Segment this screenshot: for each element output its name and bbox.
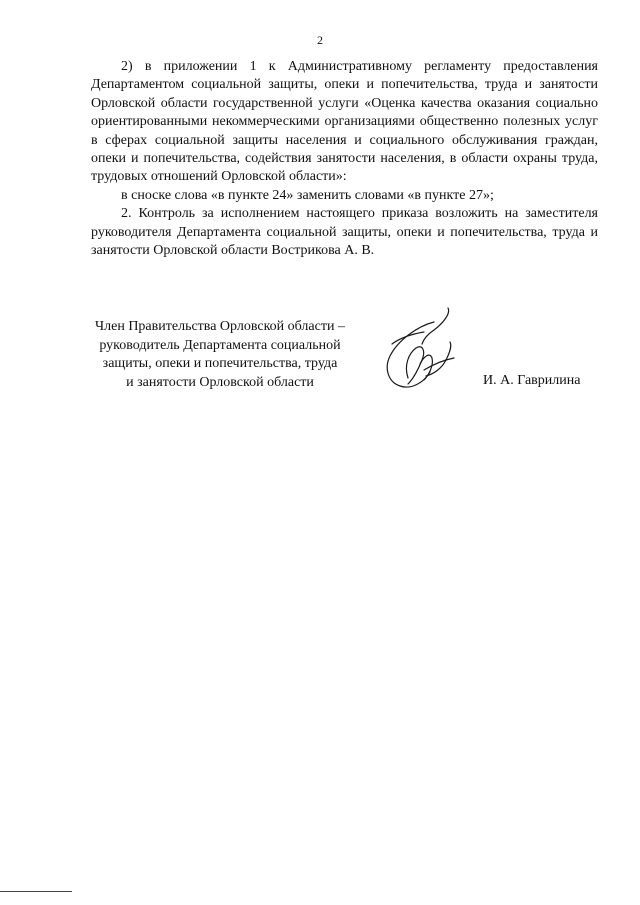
document-body bbox=[91, 58, 598, 260]
page-number: 2 bbox=[317, 33, 323, 47]
signatory-name: И. А. Гаврилина bbox=[483, 373, 581, 388]
paragraph-amendment: 2) в приложении 1 к Административному регламенту предоставления Департаментом социальной защиты, опеки и попечительства, труда и занятости Орловской области государственной услуги «Оценка качества оказания социально ориентированными некоммерческими организациями общественно полезных услуг в сферах социальной защиты населения и социального обслуживания граждан, опеки и попечительства, содействия занятости населения, в области охраны труда, трудовых отношений Орловской области»: bbox=[91, 59, 598, 185]
paragraph-footnote-change: в сноске слова «в пункте 24» заменить словами «в пункте 27»; bbox=[121, 187, 494, 203]
signatory-position-line: и занятости Орловской области bbox=[126, 374, 314, 390]
signatory-position-line: руководитель Департамента социальной bbox=[99, 337, 341, 353]
signatory-position-line: защиты, опеки и попечительства, труда bbox=[102, 356, 338, 371]
handwritten-signature bbox=[378, 304, 462, 392]
footer-divider bbox=[0, 891, 72, 892]
paragraph-control: 2. Контроль за исполнением настоящего приказа возложить на заместителя руководителя Департамента социальной защиты, опеки и попечительства, труда и занятости Орловской области Вострикова А. В. bbox=[91, 206, 598, 259]
signatory-position bbox=[70, 318, 370, 392]
signatory-position-line: Член Правительства Орловской области – bbox=[95, 319, 345, 334]
